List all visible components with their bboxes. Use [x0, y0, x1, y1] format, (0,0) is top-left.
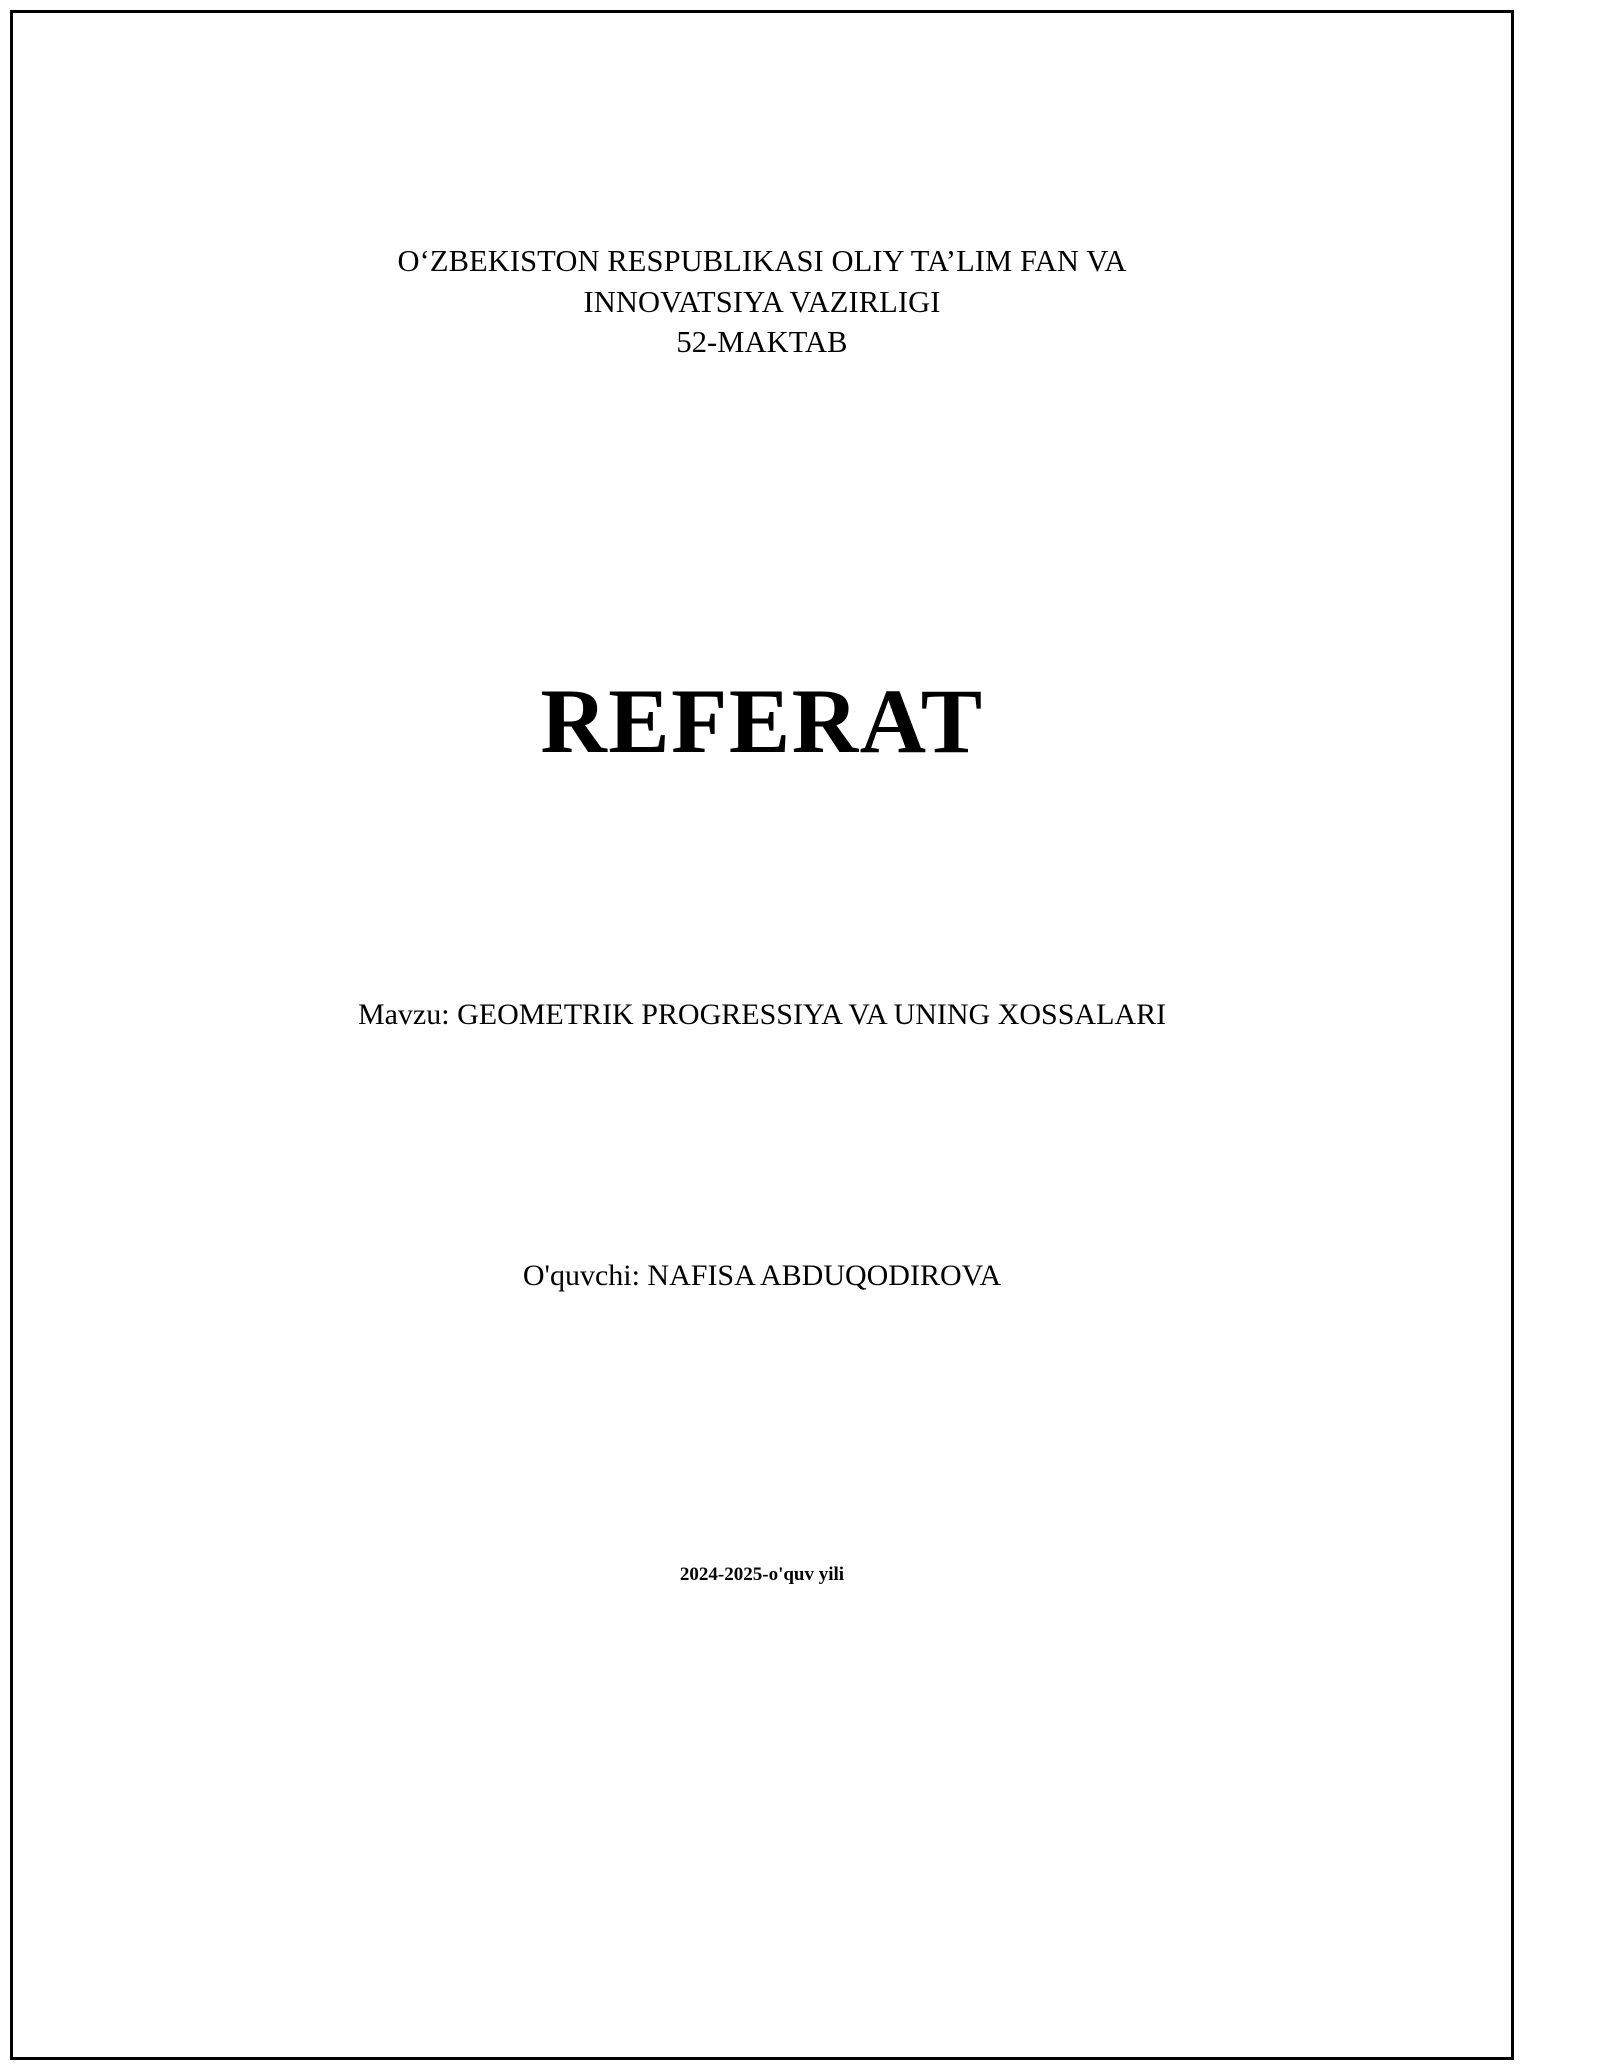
academic-year-line: 2024-2025-o'quv yili [679, 1563, 845, 1585]
institution-heading [73, 241, 1451, 363]
page-content [13, 13, 1511, 2057]
subject-line: Mavzu: GEOMETRIK PROGRESSIYA VA UNING XOSSALARI [357, 997, 1167, 1031]
author-line: O'quvchi: NAFISA ABDUQODIROVA [522, 1258, 1002, 1292]
school-line: 52-MAKTAB [676, 325, 848, 360]
ministry-line-2: INNOVATSIYA VAZIRLIGI [583, 284, 941, 319]
year-section [73, 1563, 1451, 1588]
subject-section [73, 995, 1451, 1034]
ministry-line-1: O‘ZBEKISTON RESPUBLIKASI OLIY TA’LIM FAN VA [397, 244, 1127, 278]
author-section [73, 1256, 1451, 1295]
title-section [73, 669, 1451, 772]
page-border-frame [10, 10, 1514, 2060]
page-title: REFERAT [540, 669, 984, 772]
